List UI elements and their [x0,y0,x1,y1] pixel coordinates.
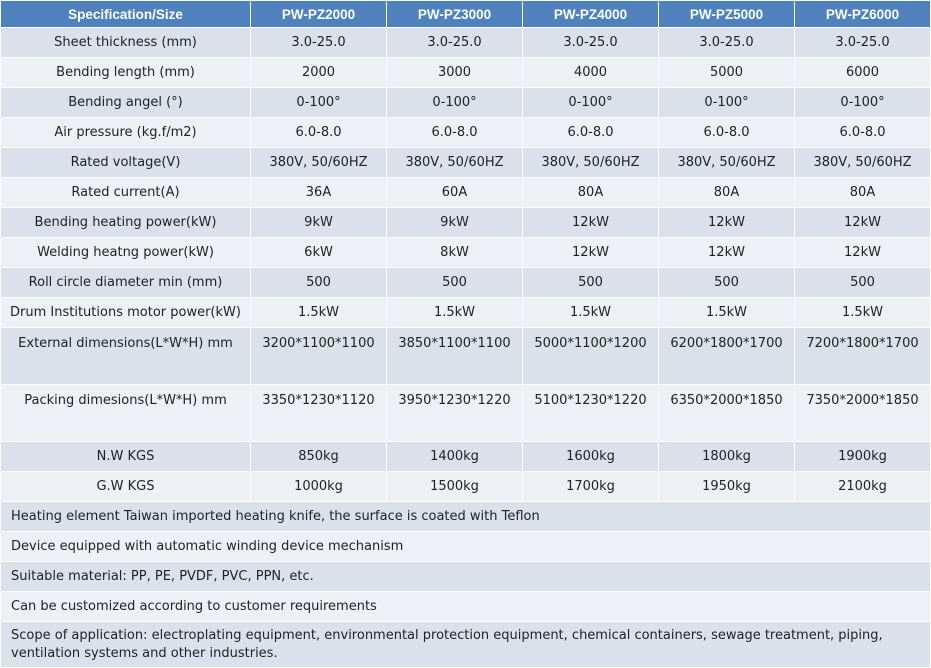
row-label: Bending heating power(kW) [1,208,250,237]
row-label: Bending angel (°) [1,88,250,117]
cell: 1500kg [387,472,522,501]
note-text: Heating element Taiwan imported heating knife, the surface is coated with Teflon [1,502,930,531]
cell: 6.0-8.0 [251,118,386,147]
cell: 3200*1100*1100 [251,328,386,384]
table-row [1,472,930,501]
cell: 0-100° [387,88,522,117]
row-label: Bending length (mm) [1,58,250,87]
row-label: Sheet thickness (mm) [1,28,250,57]
note-text: Can be customized according to customer requirements [1,592,930,621]
cell: 6.0-8.0 [795,118,930,147]
cell: 3.0-25.0 [659,28,794,57]
cell: 12kW [523,238,658,267]
cell: 9kW [251,208,386,237]
cell: 500 [387,268,522,297]
table-row [1,58,930,87]
cell: 80A [795,178,930,207]
cell: 3.0-25.0 [523,28,658,57]
table-row [1,208,930,237]
table-row [1,88,930,117]
row-label: Packing dimesions(L*W*H) mm [1,385,250,441]
cell: 3950*1230*1220 [387,385,522,441]
note-row [1,592,930,621]
cell: 60A [387,178,522,207]
cell: 380V, 50/60HZ [387,148,522,177]
cell: 1.5kW [387,298,522,327]
cell: 1.5kW [251,298,386,327]
cell: 0-100° [251,88,386,117]
row-label: Air pressure (kg.f/m2) [1,118,250,147]
cell: 3350*1230*1120 [251,385,386,441]
cell: 3000 [387,58,522,87]
header-row [1,1,930,27]
cell: 380V, 50/60HZ [659,148,794,177]
cell: 7200*1800*1700 [795,328,930,384]
row-label: Roll circle diameter min (mm) [1,268,250,297]
cell: 3.0-25.0 [387,28,522,57]
cell: 0-100° [523,88,658,117]
header-spec: Specification/Size [1,1,250,27]
cell: 8kW [387,238,522,267]
row-label: N.W KGS [1,442,250,471]
table-row [1,442,930,471]
table-row [1,298,930,327]
note-text: Scope of application: electroplating equipment, environmental protection equipment, chemical containers, sewage treatment, piping, ventilation systems and other industries. [1,622,930,667]
cell: 380V, 50/60HZ [795,148,930,177]
cell: 6.0-8.0 [523,118,658,147]
cell: 1000kg [251,472,386,501]
note-text: Suitable material: PP, PE, PVDF, PVC, PPN, etc. [1,562,930,591]
table-row [1,328,930,384]
header-model-2: PW-PZ3000 [387,1,522,27]
cell: 380V, 50/60HZ [523,148,658,177]
table-row [1,268,930,297]
cell: 3850*1100*1100 [387,328,522,384]
cell: 36A [251,178,386,207]
cell: 6000 [795,58,930,87]
cell: 12kW [795,208,930,237]
note-row [1,562,930,591]
row-label: G.W KGS [1,472,250,501]
table-row [1,385,930,441]
cell: 6350*2000*1850 [659,385,794,441]
cell: 1700kg [523,472,658,501]
cell: 5000 [659,58,794,87]
cell: 1900kg [795,442,930,471]
cell: 380V, 50/60HZ [251,148,386,177]
note-row [1,502,930,531]
cell: 0-100° [659,88,794,117]
cell: 6kW [251,238,386,267]
row-label: External dimensions(L*W*H) mm [1,328,250,384]
note-row [1,532,930,561]
cell: 6200*1800*1700 [659,328,794,384]
cell: 1400kg [387,442,522,471]
cell: 1.5kW [659,298,794,327]
row-label: Welding heatng power(kW) [1,238,250,267]
header-model-5: PW-PZ6000 [795,1,930,27]
note-row [1,622,930,667]
cell: 500 [251,268,386,297]
cell: 5100*1230*1220 [523,385,658,441]
cell: 7350*2000*1850 [795,385,930,441]
cell: 6.0-8.0 [659,118,794,147]
row-label: Drum Institutions motor power(kW) [1,298,250,327]
cell: 3.0-25.0 [251,28,386,57]
cell: 6.0-8.0 [387,118,522,147]
cell: 5000*1100*1200 [523,328,658,384]
row-label: Rated current(A) [1,178,250,207]
cell: 850kg [251,442,386,471]
cell: 500 [795,268,930,297]
cell: 2100kg [795,472,930,501]
cell: 2000 [251,58,386,87]
cell: 1800kg [659,442,794,471]
table-row [1,28,930,57]
cell: 80A [523,178,658,207]
cell: 80A [659,178,794,207]
cell: 12kW [795,238,930,267]
table-row [1,238,930,267]
cell: 1950kg [659,472,794,501]
cell: 9kW [387,208,522,237]
table-row [1,178,930,207]
cell: 0-100° [795,88,930,117]
row-label: Rated voltage(V) [1,148,250,177]
header-model-4: PW-PZ5000 [659,1,794,27]
cell: 12kW [523,208,658,237]
cell: 3.0-25.0 [795,28,930,57]
header-model-3: PW-PZ4000 [523,1,658,27]
cell: 1.5kW [795,298,930,327]
cell: 1.5kW [523,298,658,327]
cell: 12kW [659,238,794,267]
cell: 500 [659,268,794,297]
cell: 500 [523,268,658,297]
cell: 1600kg [523,442,658,471]
table-row [1,118,930,147]
note-text: Device equipped with automatic winding device mechanism [1,532,930,561]
cell: 4000 [523,58,658,87]
table-row [1,148,930,177]
cell: 12kW [659,208,794,237]
header-model-1: PW-PZ2000 [251,1,386,27]
